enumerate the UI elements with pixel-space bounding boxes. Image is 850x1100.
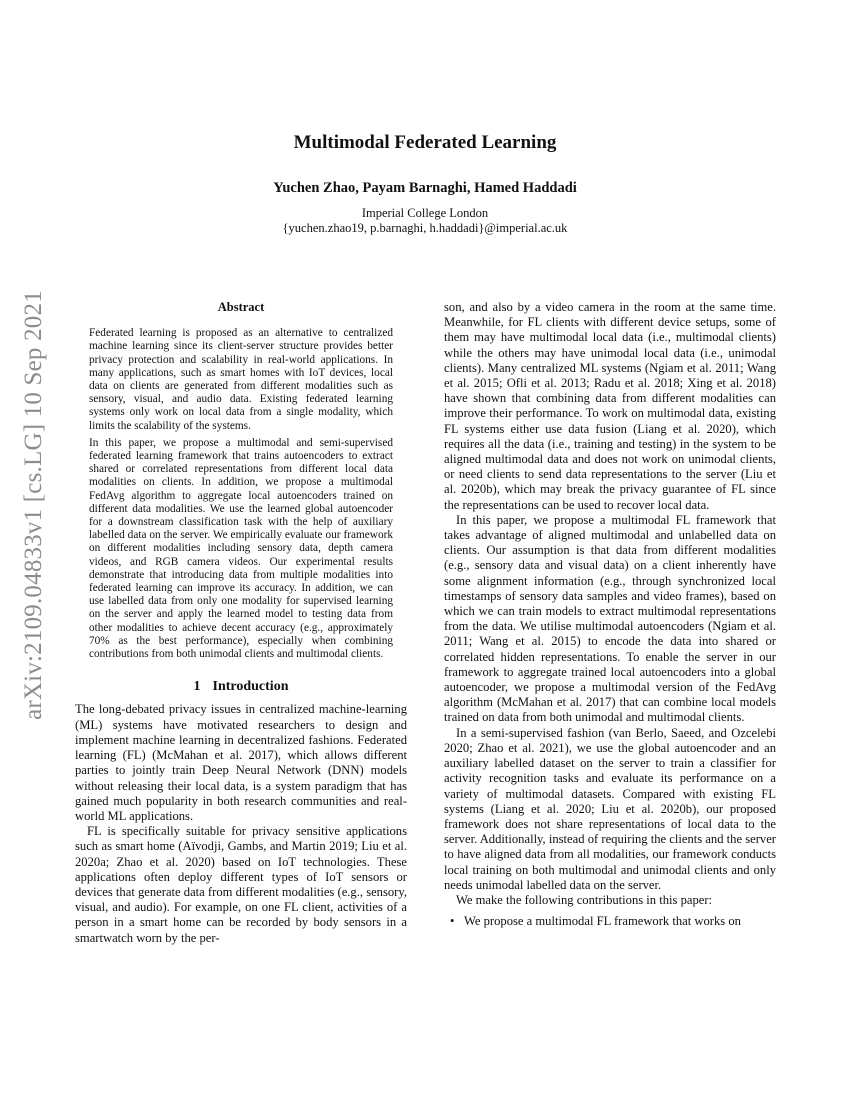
- author-list: Yuchen Zhao, Payam Barnaghi, Hamed Haddadi: [273, 180, 577, 196]
- arxiv-id-text: arXiv:2109.04833v1 [cs.LG] 10 Sep 2021: [20, 290, 47, 720]
- abstract-heading: Abstract: [217, 300, 265, 314]
- body-paragraph: The long-debated privacy issues in centralized machine-learning (ML) systems have motivated researchers to design and implement machine learning in decentralized fashions. Federated learning (FL) (McMahan et al. 2017), which allows different parties to jointly train Deep Neural Network (DNN) models without releasing their local data, is a system paradigm that has gained much popularity in both research communities and real-world ML applications.: [75, 702, 407, 823]
- paper-title: Multimodal Federated Learning: [293, 132, 557, 153]
- body-paragraph: We make the following contributions in this paper:: [456, 892, 713, 907]
- abstract-paragraph: In this paper, we propose a multimodal and semi-supervised federated learning framework that trains autoencoders to extract shared or correlated representations from different local data modalities on clients. In addition, we propose a multimodal FedAvg algorithm to aggregate local autoencoders trained on different data modalities. We use the learned global autoencoder for a downstream classification task with the help of auxiliary labelled data on the server. We empirically evaluate our framework on different modalities including sensory data, depth camera videos, and RGB camera videos. Our experimental results demonstrate that introducing data from multiple modalities into federated learning can improve its accuracy. In addition, we can use labelled data from only one modality for supervised learning on the server and apply the learned model to testing data from other modalities to achieve decent accuracy (e.g., approximately 70% as the best performance), especially when combining contributions from both unimodal clients and multimodal clients.: [89, 436, 393, 661]
- intro-right-body: [444, 300, 776, 908]
- list-item: [444, 914, 776, 929]
- body-paragraph: son, and also by a video camera in the room at the same time. Meanwhile, for FL clients with different device setups, some of them may have multimodal local data (i.e., multimodal clients) while the others may have unimodal local data (i.e., unimodal clients). Many centralized ML systems (Ngiam et al. 2011; Wang et al. 2015; Ofli et al. 2013; Radu et al. 2018; Xing et al. 2018) have shown that combining data from different modalities can improve their performance. To work on multimodal data, existing FL systems either use data fusion (Liang et al. 2020), which requires all the data (i.e., training and testing) in the system to be aligned multimodal data and does not work on unimodal clients, or need clients to send data representations to the server (Liu et al. 2020b), which may break the privacy guarantee of FL since the representations can be used to recover local data.: [444, 300, 776, 512]
- list-item-text: We propose a multimodal FL framework that works on: [464, 914, 741, 929]
- abstract-paragraph: Federated learning is proposed as an alternative to centralized machine learning since its client-server structure provides better privacy protection and scalability in real-world applications. In many applications, such as smart homes with IoT devices, local data on clients are generated from different modalities such as sensory, visual, and audio data. Existing federated learning systems only work on local data from a single modality, which limits the scalability of the systems.: [89, 327, 393, 432]
- right-column: [444, 300, 776, 929]
- section-number: 1: [193, 679, 201, 695]
- body-paragraph: In this paper, we propose a multimodal FL framework that takes advantage of aligned multimodal and unlabelled data on clients. Our assumption is that data from different modalities (e.g., sensory data and visual data) on a client inherently have some alignment information (e.g., through synchronized local timestamps of sensory data samples and video frames), based on which we can train models to extract multimodal representations from the data. We utilise multimodal autoencoders (Ngiam et al. 2011; Wang et al. 2015) to encode the data into shared or correlated hidden representations. To enable the server in our framework to aggregate trained local autoencoders into a global autoencoder, we propose a multimodal version of the FedAvg algorithm (McMahan et al. 2017) that can combine local models trained on data from both unimodal and multimodal clients.: [444, 512, 776, 725]
- author-emails: {yuchen.zhao19, p.barnaghi, h.haddadi}@imperial.ac.uk: [282, 221, 568, 235]
- intro-left-body: [75, 702, 407, 945]
- bullet-icon: •: [450, 914, 455, 929]
- section-heading-introduction: [75, 679, 407, 694]
- affiliation: Imperial College London: [361, 206, 489, 220]
- arxiv-side-stamp: [12, 290, 56, 720]
- body-paragraph: In a semi-supervised fashion (van Berlo, Saeed, and Ozcelebi 2020; Zhao et al. 2021), we use the global autoencoder and an auxiliary labelled dataset on the server to train a classifier for activity recognition tasks and evaluate its performance on a variety of multimodal datasets. Compared with existing FL systems (Liang et al. 2020; Liu et al. 2020b), our proposed framework does not share representations of local data to the server. Additionally, instead of requiring the clients and the server to have aligned data from all modalities, our framework conducts local training on both multimodal and unimodal clients and only needs unimodal labelled data on the server.: [444, 725, 776, 892]
- contribution-list: [444, 914, 776, 929]
- body-paragraph: FL is specifically suitable for privacy sensitive applications such as smart home (Aïvodji, Gambs, and Martin 2019; Liu et al. 2020a; Zhao et al. 2020) based on IoT technologies. These applications often deploy different types of IoT sensors or devices that generate data from different modalities (e.g., sensory, visual, and audio). For example, on one FL client, activities of a person in a smart home can be recorded by body sensors in a smartwatch worn by the per-: [75, 824, 407, 945]
- left-column: [75, 300, 407, 946]
- section-title: Introduction: [212, 679, 289, 695]
- affiliation-block: [0, 206, 850, 236]
- abstract-body: [75, 327, 407, 661]
